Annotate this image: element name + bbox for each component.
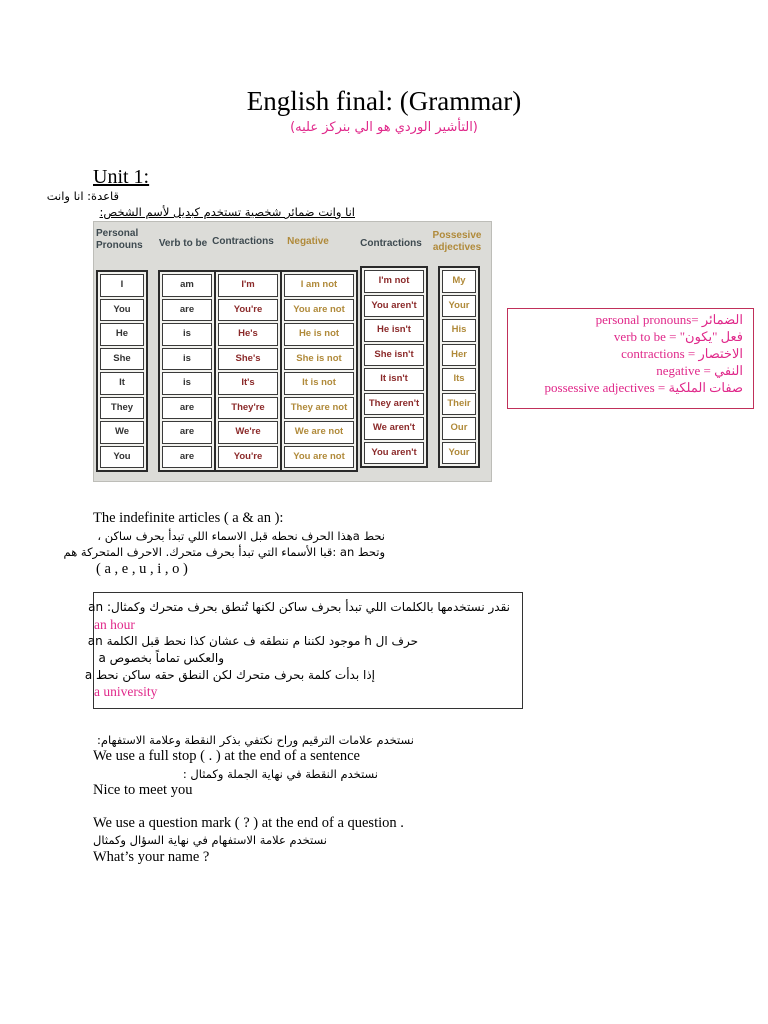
table-cell: You are not (284, 299, 354, 322)
table-cell: They aren't (364, 393, 424, 416)
table-cell: He is not (284, 323, 354, 346)
table-cell: She is not (284, 348, 354, 371)
table-cell: We are not (284, 421, 354, 444)
table-cell: I (100, 274, 144, 297)
table-cell: Their (442, 393, 476, 416)
table-header: Negative (287, 236, 329, 247)
table-cell: Her (442, 344, 476, 367)
table-cell: It's (218, 372, 278, 395)
table-cell: He (100, 323, 144, 346)
table-cell: She isn't (364, 344, 424, 367)
page-title: English final: (Grammar) (246, 86, 522, 116)
table-cell: is (162, 348, 212, 371)
vowels-line: ( a , e , u , i , o ) (96, 561, 188, 577)
punct-intro: نستخدم علامات الترقيم وراح نكتفي بذكر النقطة وعلامة الاستفهام: (97, 733, 414, 747)
fullstop-rule-ar: نستخدم النقطة في نهاية الجملة وكمثال : (182, 767, 378, 781)
legend-item: possessive adjectives = صفات الملكية (544, 380, 743, 395)
table-header: Verb to be (158, 238, 208, 249)
table-cell: You aren't (364, 442, 424, 465)
table-cell: are (162, 299, 212, 322)
pronoun-intro: انا وانت ضمائر شخصية تستخدم كبديل لأسم الشخص: (99, 205, 355, 219)
articles-line: نحط aهذا الحرف نحطه قبل الاسماء اللي تبدأ بحرف ساكن ، (97, 529, 385, 543)
legend-item: verb to be = "فعل "يكون (613, 329, 743, 344)
table-cell: You're (218, 446, 278, 469)
table-column (158, 270, 216, 472)
table-cell: My (442, 270, 476, 293)
table-cell: am (162, 274, 212, 297)
table-cell: It (100, 372, 144, 395)
fullstop-example: Nice to meet you (93, 782, 193, 798)
table-cell: Our (442, 417, 476, 440)
table-cell: is (162, 323, 212, 346)
fullstop-rule: We use a full stop ( . ) at the end of a sentence (93, 748, 360, 764)
legend-item: negative = النفي (656, 363, 743, 378)
table-cell: I'm (218, 274, 278, 297)
unit-heading: Unit 1: (93, 166, 150, 188)
table-cell: She (100, 348, 144, 371)
table-cell: You (100, 446, 144, 469)
note-line: an :نقدر نستخدمها بالكلمات اللي تبدأ بحرف ساكن لكنها تُنطق بحرف متحرك وكمثال (88, 600, 510, 614)
table-header: Contractions (360, 238, 422, 249)
table-cell: She's (218, 348, 278, 371)
note-example: a university (94, 684, 158, 699)
table-cell: He isn't (364, 319, 424, 342)
table-cell: You're (218, 299, 278, 322)
table-cell: is (162, 372, 212, 395)
table-cell: They are not (284, 397, 354, 420)
qmark-rule: We use a question mark ( ? ) at the end of a question . (93, 815, 404, 831)
legend-item: personal pronouns= الضمائر (595, 312, 743, 327)
page-subtitle: (التأشير الوردي هو الي بنركز عليه) (290, 120, 478, 135)
table-cell: We (100, 421, 144, 444)
table-cell: You aren't (364, 295, 424, 318)
table-cell: His (442, 319, 476, 342)
table-cell: are (162, 421, 212, 444)
table-cell: I am not (284, 274, 354, 297)
note-box (84, 592, 523, 709)
table-column (438, 266, 480, 468)
legend-item: contractions = الاختصار (621, 346, 743, 361)
table-header: Personal Pronouns (96, 228, 143, 251)
table-cell: You are not (284, 446, 354, 469)
table-column (360, 266, 428, 468)
table-cell: It isn't (364, 368, 424, 391)
table-column (214, 270, 282, 472)
note-example: an hour (94, 617, 135, 632)
table-cell: It is not (284, 372, 354, 395)
table-header: Possesive adjectives (432, 230, 482, 253)
table-cell: are (162, 446, 212, 469)
table-cell: You (100, 299, 144, 322)
table-cell: Its (442, 368, 476, 391)
note-line: والعكس تماماً بخصوص a (98, 651, 224, 665)
table-cell: are (162, 397, 212, 420)
qmark-example: What’s your name ? (93, 849, 210, 865)
rule-line: قاعدة: انا وانت (46, 189, 119, 203)
table-cell: I'm not (364, 270, 424, 293)
table-column (280, 270, 358, 472)
table-cell: We aren't (364, 417, 424, 440)
table-cell: He's (218, 323, 278, 346)
qmark-rule-ar: نستخدم علامة الاستفهام في نهاية السؤال وكمثال (92, 833, 327, 847)
table-cell: They're (218, 397, 278, 420)
articles-line: وتحط an :قبا الأسماء التي تبدأ بحرف متحرك. الاحرف المتحركة هم (63, 545, 385, 559)
table-cell: Your (442, 295, 476, 318)
note-line: حرف ال h موجود لكننا م ننطقه ف عشان كذا نحط قبل الكلمة an (87, 634, 418, 648)
note-line: إذا بدأت كلمة بحرف متحرك لكن النطق حقه ساكن نحط a (84, 668, 375, 682)
pronoun-table (93, 221, 492, 482)
articles-heading: The indefinite articles ( a & an ): (93, 510, 284, 526)
table-header: Contractions (212, 236, 274, 247)
table-cell: We're (218, 421, 278, 444)
legend-box (507, 308, 754, 409)
table-column (96, 270, 148, 472)
table-cell: Your (442, 442, 476, 465)
table-cell: They (100, 397, 144, 420)
